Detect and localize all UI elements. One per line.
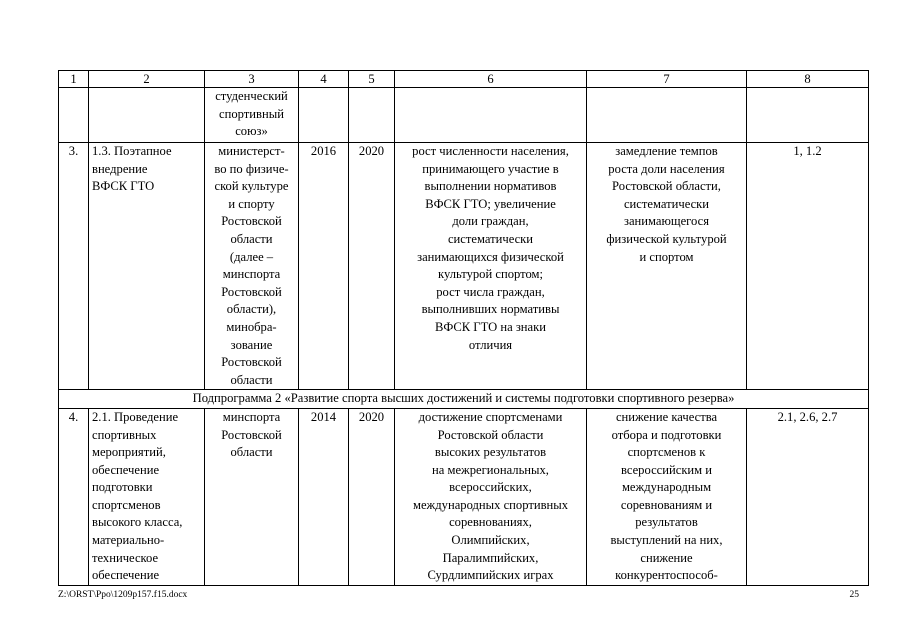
- header-cell-3: 3: [205, 71, 299, 88]
- cell-text-line: всероссийским и: [620, 462, 713, 477]
- cell-text-line: роста доли населения: [608, 161, 725, 176]
- cell-text-line: материально-: [92, 533, 165, 548]
- cell-text-line: обеспечение: [92, 462, 160, 477]
- cell-text-line: принимающего участие в: [422, 161, 559, 176]
- cell-text-line: выступлений на них,: [610, 533, 723, 548]
- cell-consequences: [587, 143, 747, 390]
- cell-text-line: Ростовской области,: [612, 179, 721, 194]
- cell-text-line: мероприятий,: [92, 445, 166, 460]
- cell-text-line: области: [230, 445, 273, 460]
- cell-expected-result: [395, 88, 587, 143]
- cell-text-line: спортивных: [92, 427, 157, 442]
- cell-text-line: (далее –: [229, 249, 274, 264]
- cell-text-line: минобра-: [226, 319, 277, 334]
- cell-consequences: [587, 408, 747, 585]
- cell-text-line: зование: [230, 337, 273, 352]
- cell-text-line: культурой спортом;: [438, 267, 543, 282]
- cell-text-line: обеспечение: [92, 568, 160, 583]
- cell-text-line: ВФСК ГТО на знаки: [435, 319, 546, 334]
- cell-measure: [89, 408, 205, 585]
- table-header-row: [59, 71, 869, 88]
- cell-start-year: 2016: [299, 143, 349, 390]
- cell-text-line: Паралимпийских,: [442, 550, 539, 565]
- cell-text-line: подготовки: [92, 480, 153, 495]
- cell-number: 4.: [59, 408, 89, 585]
- header-cell-8: 8: [747, 71, 869, 88]
- cell-text-line: занимающегося: [623, 214, 710, 229]
- cell-text-line: выполнивших нормативы: [421, 302, 560, 317]
- cell-end-year: [349, 88, 395, 143]
- subprogram-row: [59, 390, 869, 409]
- cell-text-line: Олимпийских,: [451, 533, 530, 548]
- table-row: [59, 143, 869, 390]
- cell-text-line: на межрегиональных,: [432, 462, 549, 477]
- cell-text-line: министерст-: [218, 144, 285, 158]
- cell-text-line: отличия: [468, 337, 513, 352]
- cell-text-line: спортивный: [219, 106, 284, 121]
- cell-text-line: области: [230, 372, 273, 387]
- cell-text-line: и спорту: [228, 196, 275, 211]
- cell-text-line: международных спортивных: [412, 497, 569, 512]
- cell-text-line: Сурдлимпийских играх: [427, 568, 554, 583]
- cell-text-line: отбора и подготовки: [611, 427, 722, 442]
- cell-text-line: результатов: [635, 515, 698, 530]
- cell-text-line: внедрение: [92, 161, 148, 176]
- cell-text-line: снижение: [640, 550, 693, 565]
- cell-text-line: и спортом: [639, 249, 694, 264]
- cell-number: 3.: [59, 143, 89, 390]
- cell-executor: [205, 143, 299, 390]
- cell-text-line: доли граждан,: [452, 214, 529, 229]
- cell-indicators: 1, 1.2: [747, 143, 869, 390]
- cell-text-line: союз»: [235, 124, 268, 139]
- cell-text-line: техническое: [92, 550, 159, 565]
- cell-text-line: Ростовской: [221, 355, 282, 370]
- cell-end-year: 2020: [349, 143, 395, 390]
- subprogram-heading: Подпрограмма 2 «Развитие спорта высших достижений и системы подготовки спортивного резерва»: [59, 390, 869, 409]
- cell-text-line: рост числа граждан,: [436, 284, 545, 299]
- cell-text-line: соревнованиях,: [449, 515, 532, 530]
- cell-consequences: [587, 88, 747, 143]
- cell-executor: [205, 88, 299, 143]
- table-row-continued: [59, 88, 869, 143]
- cell-text-line: спортсменов: [92, 497, 161, 512]
- cell-executor: [205, 408, 299, 585]
- cell-text-line: ВФСК ГТО; увеличение: [425, 196, 556, 211]
- cell-text-line: спортсменов к: [627, 445, 706, 460]
- cell-text-line: высоких результатов: [434, 445, 547, 460]
- header-cell-2: 2: [89, 71, 205, 88]
- cell-expected-result: [395, 408, 587, 585]
- footer-file-path: Z:\ORST\Ppo\1209p157.f15.docx: [58, 590, 188, 600]
- cell-measure: [89, 88, 205, 143]
- cell-text-line: Ростовской: [221, 284, 282, 299]
- cell-text-line: минспорта: [222, 409, 281, 424]
- page-number: 25: [849, 590, 859, 600]
- header-cell-6: 6: [395, 71, 587, 88]
- cell-text-line: ской культуре: [214, 179, 289, 194]
- cell-text-line: ВФСК ГТО: [92, 179, 155, 194]
- cell-end-year: 2020: [349, 408, 395, 585]
- cell-text-line: систематически: [447, 231, 534, 246]
- cell-text-line: Ростовской области: [437, 427, 544, 442]
- cell-text-line: конкурентоспособ-: [615, 568, 718, 583]
- header-cell-4: 4: [299, 71, 349, 88]
- cell-expected-result: [395, 143, 587, 390]
- cell-text-line: 1.3. Поэтапное: [92, 144, 172, 158]
- cell-start-year: [299, 88, 349, 143]
- cell-indicators: [747, 88, 869, 143]
- document-table: [58, 70, 869, 586]
- cell-text-line: систематически: [623, 196, 710, 211]
- cell-text-line: Ростовской: [221, 427, 282, 442]
- cell-text-line: замедление темпов: [615, 144, 718, 158]
- header-cell-5: 5: [349, 71, 395, 88]
- cell-text-line: области),: [226, 302, 277, 317]
- cell-measure: [89, 143, 205, 390]
- cell-text-line: достижение спортсменами: [418, 409, 563, 424]
- cell-number: [59, 88, 89, 143]
- header-cell-7: 7: [587, 71, 747, 88]
- cell-text-line: снижение качества: [615, 409, 718, 424]
- cell-text-line: минспорта: [222, 267, 281, 282]
- cell-text-line: Ростовской: [221, 214, 282, 229]
- cell-text-line: занимающихся физической: [417, 249, 564, 264]
- cell-indicators: 2.1, 2.6, 2.7: [747, 408, 869, 585]
- header-cell-1: 1: [59, 71, 89, 88]
- cell-text-line: рост численности населения,: [412, 144, 569, 158]
- cell-text-line: всероссийских,: [449, 480, 532, 495]
- cell-text-line: во по физиче-: [214, 161, 289, 176]
- cell-text-line: студенческий: [215, 89, 288, 103]
- cell-start-year: 2014: [299, 408, 349, 585]
- cell-text-line: высокого класса,: [92, 515, 183, 530]
- cell-text-line: физической культурой: [606, 231, 727, 246]
- cell-text-line: выполнении нормативов: [424, 179, 557, 194]
- cell-text-line: области: [230, 231, 273, 246]
- cell-text-line: международным: [621, 480, 712, 495]
- cell-text-line: 2.1. Проведение: [92, 409, 179, 424]
- cell-text-line: соревнованиям и: [620, 497, 713, 512]
- table-row: [59, 408, 869, 585]
